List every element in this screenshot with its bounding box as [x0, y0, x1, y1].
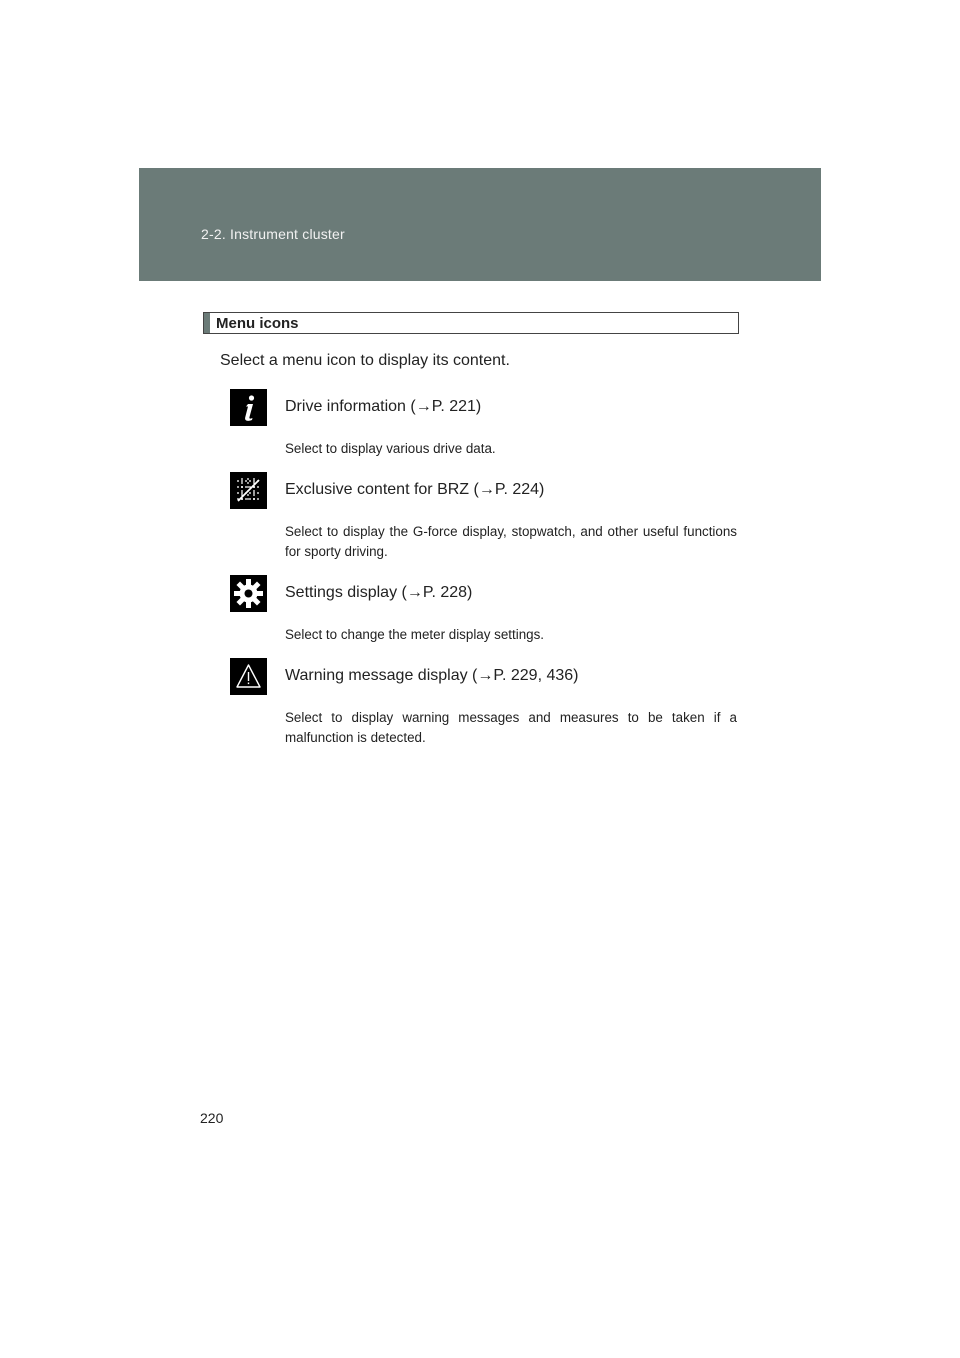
heading-accent-bar	[204, 313, 210, 333]
warning-triangle-icon	[230, 658, 267, 695]
page-number: 220	[200, 1110, 224, 1126]
entry-description: Select to display warning messages and measures to be taken if a malfunction is detected.	[285, 710, 737, 745]
entry-description: Select to change the meter display settings.	[285, 627, 545, 642]
heading-title: Menu icons	[216, 315, 299, 332]
entry-description: Select to display various drive data.	[285, 441, 496, 456]
entry-title: Settings display (→P. 228)	[285, 584, 473, 601]
section-label: 2-2. Instrument cluster	[201, 226, 345, 242]
gear-icon	[230, 575, 267, 612]
grid-chart-icon	[230, 472, 267, 509]
entry-title: Warning message display (→P. 229, 436)	[285, 667, 579, 684]
entry-title: Drive information (→P. 221)	[285, 398, 482, 415]
intro-text: Select a menu icon to display its content.	[220, 352, 510, 369]
info-icon	[230, 389, 267, 426]
entry-title: Exclusive content for BRZ (→P. 224)	[285, 481, 545, 498]
entry-description: Select to display the G-force display, stopwatch, and other useful functions for sporty driving.	[285, 524, 737, 559]
menu-icons-heading	[203, 312, 739, 334]
chapter-header-band	[139, 168, 821, 281]
